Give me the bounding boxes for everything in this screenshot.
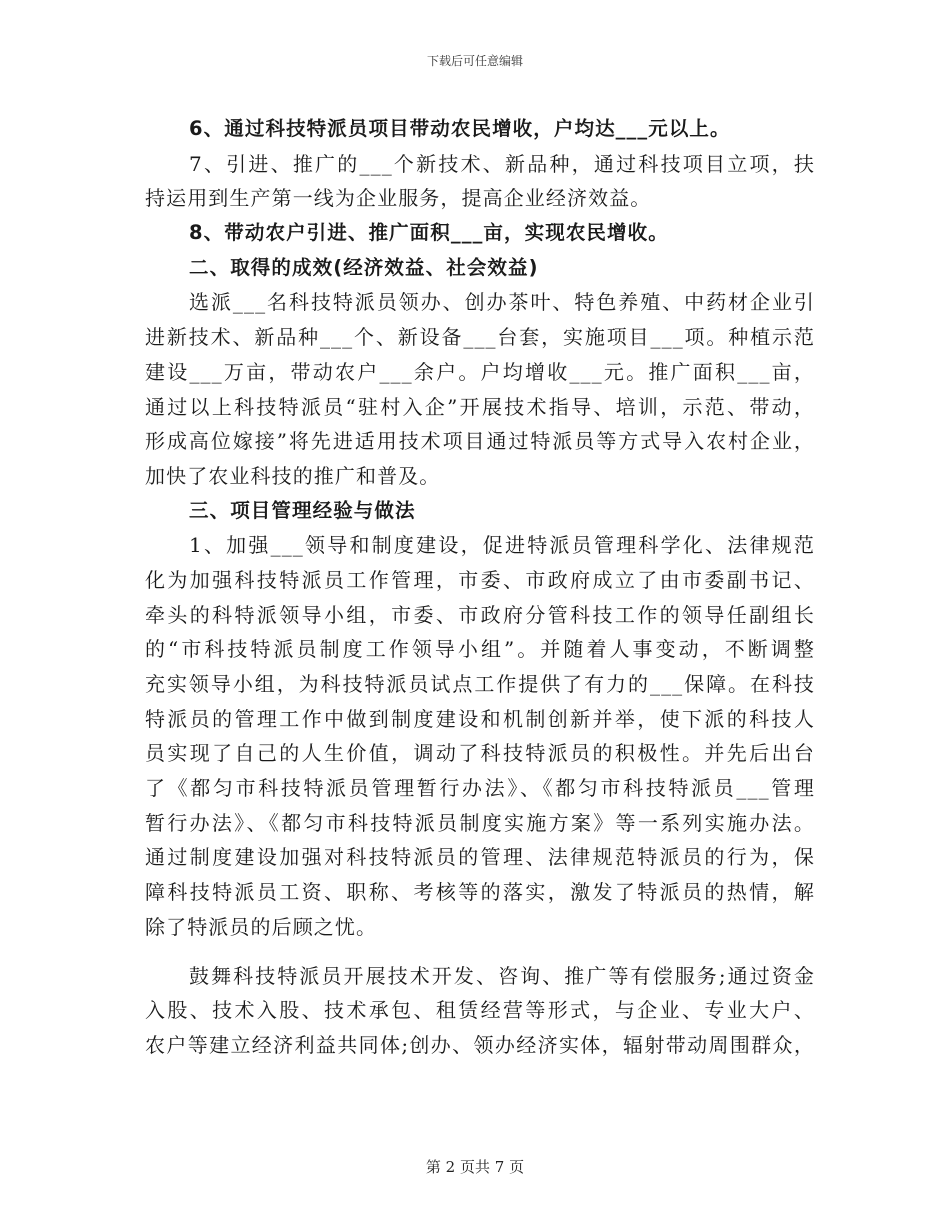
paragraph-line: 选派___名科技特派员领办、创办茶叶、特色养殖、中药材企业引 (189, 290, 815, 315)
paragraph-line: 形成高位嫁接”将先进适用技术项目通过特派员等方式导入农村企业， (145, 429, 815, 454)
list-item-7-line-1: 7、引进、推广的___个新技术、新品种，通过科技项目立项，扶 (189, 151, 815, 176)
paragraph-line: 障科技特派员工资、职称、考核等的落实，激发了特派员的热情，解 (145, 880, 815, 905)
paragraph-line: 了《都匀市科技特派员管理暂行办法》、《都匀市科技特派员___管理 (145, 776, 815, 801)
paragraph-line: 员实现了自己的人生价值，调动了科技特派员的积极性。并先后出台 (145, 741, 815, 766)
page-header: 下载后可任意编辑 (426, 54, 523, 68)
paragraph-line: 通过以上科技特派员“驻村入企”开展技术指导、培训，示范、带动， (145, 394, 815, 419)
section-heading-3: 三、项目管理经验与做法 (189, 498, 416, 522)
list-item-8: 8、带动农户引进、推广面积___亩，实现农民增收。 (189, 221, 669, 245)
paragraph-line: 农户等建立经济利益共同体;创办、领办经济实体，辐射带动周围群众， (145, 1032, 815, 1057)
paragraph-line: 入股、技术入股、技术承包、租赁经营等形式，与企业、专业大户、 (145, 998, 815, 1023)
paragraph-line: 暂行办法》、《都匀市科技特派员制度实施方案》等一系列实施办法。 (145, 810, 815, 835)
paragraph-line: 进新技术、新品种___个、新设备___台套，实施项目___项。种植示范 (145, 325, 815, 350)
paragraph-line: 1、加强___领导和制度建设，促进特派员管理科学化、法律规范 (189, 533, 815, 558)
paragraph-line: 特派员的管理工作中做到制度建设和机制创新并举，使下派的科技人 (145, 706, 815, 731)
document-body (145, 112, 815, 1063)
paragraph-line: 除了特派员的后顾之忧。 (145, 914, 378, 939)
paragraph-gap (145, 945, 815, 959)
paragraph-line: 牵头的科特派领导小组，市委、市政府分管科技工作的领导任副组长 (145, 602, 815, 627)
paragraph-line: 建设___万亩，带动农户___余户。户均增收___元。推广面积___亩， (145, 359, 815, 384)
paragraph-line: 充实领导小组，为科技特派员试点工作提供了有力的___保障。在科技 (145, 672, 815, 696)
section-heading-2: 二、取得的成效(经济效益、社会效益) (189, 255, 539, 279)
paragraph-line: 通过制度建设加强对科技特派员的管理、法律规范特派员的行为，保 (145, 845, 815, 870)
paragraph-line: 化为加强科技特派员工作管理，市委、市政府成立了由市委副书记、 (145, 567, 815, 592)
paragraph-line: 鼓舞科技特派员开展技术开发、咨询、推广等有偿服务;通过资金 (189, 963, 815, 988)
list-item-7-line-2: 持运用到生产第一线为企业服务，提高企业经济效益。 (145, 186, 652, 211)
page-footer: 第 2 页共 7 页 (425, 1158, 525, 1176)
paragraph-line: 加快了农业科技的推广和普及。 (145, 463, 441, 488)
paragraph-line: 的“市科技特派员制度工作领导小组”。并随着人事变动，不断调整 (145, 637, 815, 662)
list-item-6: 6、通过科技特派员项目带动农民增收，户均达___元以上。 (189, 117, 731, 140)
